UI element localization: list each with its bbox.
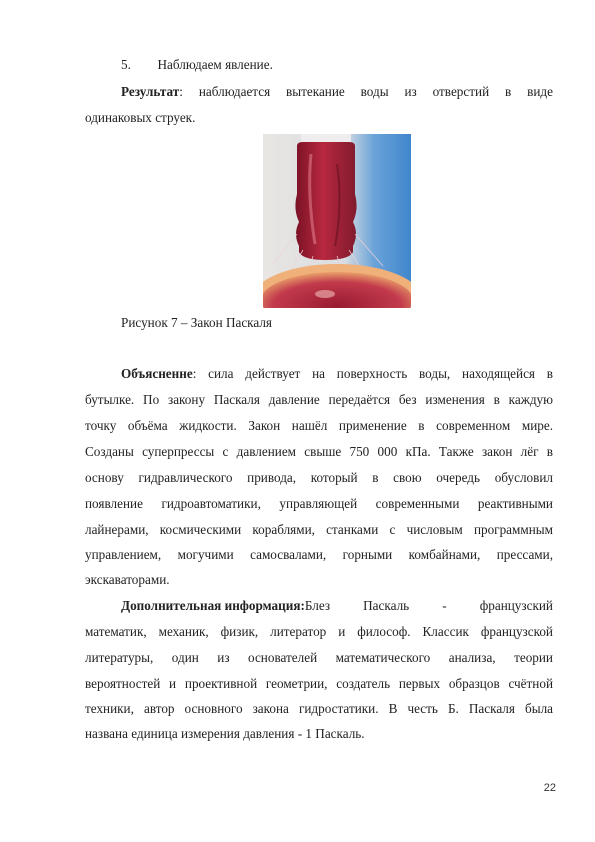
additional-label: Дополнительная информация:: [121, 598, 305, 613]
additional-line: вероятностей и проективной геометрии, создатель первых образцов счётной: [85, 676, 553, 691]
explanation-line: лайнерами, космическими кораблями, станками с числовым программным: [85, 522, 553, 537]
explanation-line: бутылке. По закону Паскаля давление передаётся без изменения в каждую: [85, 392, 553, 407]
explanation-text: : сила действует на поверхность воды, находящейся в: [192, 366, 553, 381]
explanation-line: точку объёма жидкости. Закон нашёл применение в современном мире.: [85, 418, 553, 433]
figure-photo: [263, 134, 411, 308]
additional-line: литературы, один из основателей математического анализа, теории: [85, 650, 553, 665]
result-line-1: [121, 84, 553, 100]
bottle-photo-illustration: [263, 134, 411, 308]
additional-line-1: [121, 598, 553, 614]
result-line-2: одинаковых струек.: [85, 110, 196, 125]
explanation-line: появление гидроавтоматики, управляющей современными реактивными: [85, 496, 553, 511]
figure-caption: Рисунок 7 – Закон Паскаля: [121, 315, 272, 330]
page-number: 22: [543, 782, 556, 794]
explanation-line: Созданы суперпрессы с давлением свыше 750 000 кПа. Также закон лёг в: [85, 444, 553, 459]
step-text: Наблюдаем явление.: [157, 57, 273, 72]
step-item: [121, 57, 273, 73]
explanation-line: управлением, могучими самосвалами, горными комбайнами, прессами,: [85, 547, 553, 562]
explanation-label: Объясненне: [121, 366, 193, 381]
result-text: : наблюдается вытекание воды из отверстий в виде: [179, 84, 553, 99]
step-number: 5.: [121, 57, 131, 72]
additional-last-line: названа единица измерения давления - 1 Паскаль.: [85, 726, 365, 741]
additional-text: Блез Паскаль - французский: [304, 598, 553, 613]
additional-line: техники, автор основного закона гидростатики. В честь Б. Паскаля была: [85, 701, 553, 716]
result-label: Результат: [121, 84, 180, 99]
additional-line: математик, механик, физик, литератор и философ. Классик французской: [85, 624, 553, 639]
explanation-line-1: [121, 366, 553, 382]
explanation-last-line: экскаваторами.: [85, 572, 170, 587]
explanation-line: основу гидравлического привода, который в свою очередь обусловил: [85, 470, 553, 485]
